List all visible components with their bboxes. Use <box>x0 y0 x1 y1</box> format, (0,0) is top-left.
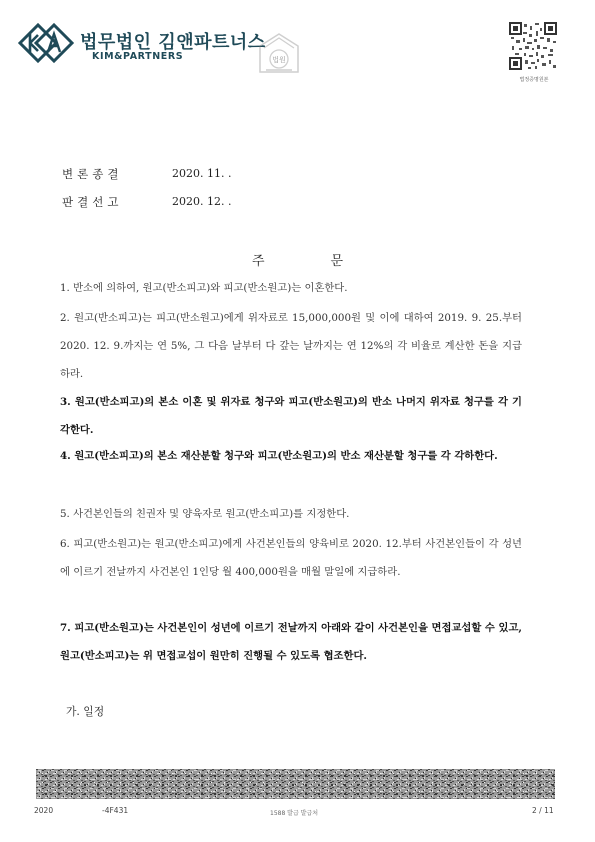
court-seal-icon <box>258 32 300 76</box>
order-item-4 <box>60 442 522 470</box>
order-item-7 <box>60 614 522 670</box>
judgment-date-value: 2020. 12. . <box>172 195 232 208</box>
seal-text: 법원 <box>272 56 286 64</box>
footer-document-code: -4F431 <box>102 806 129 815</box>
judgment-date-label: 판결선고 <box>62 195 123 209</box>
firm-name-english: KIM&PARTNERS <box>92 51 184 62</box>
order-item-text: 1. 반소에 의하여, 원고(반소피고)와 피고(반소원고)는 이혼한다. <box>60 282 348 294</box>
qr-code-icon <box>509 22 557 70</box>
footer-issue-prefix: 2020 <box>34 806 54 815</box>
order-item-text: 6. 피고(반소원고)는 원고(반소피고)에게 사건본인들의 양육비로 2020. 12.부터 사건본인들이 각 성년에 이르기 전날까지 사건본인 1인당 월 400,000원을 매월 말일에 지급하라. <box>60 538 522 578</box>
section-title-part-2: 문 <box>330 254 344 269</box>
firm-logo-icon <box>18 22 74 64</box>
order-item-text: 5. 사건본인들의 친권자 및 양육자로 원고(반소피고)를 지정한다. <box>60 508 350 520</box>
order-item-text: 7. 피고(반소원고)는 사건본인이 성년에 이르기 전날까지 아래와 같이 사건본인을 면접교섭할 수 있고, 원고(반소피고)는 위 면접교섭이 원만히 진행될 수 있도록 협조한다. <box>60 622 522 662</box>
section-title <box>0 250 595 269</box>
order-item-text: 4. 원고(반소피고)의 본소 재산분할 청구와 피고(반소원고)의 반소 재산분할 청구를 각 각하한다. <box>60 450 498 462</box>
qr-caption: 법정증명원본 <box>519 77 549 83</box>
order-item-3 <box>60 388 522 444</box>
firm-name-korean: 법무법인 김앤파트너스 <box>80 32 266 53</box>
page-number: 2 / 11 <box>532 806 554 815</box>
security-pattern <box>36 769 555 799</box>
sub-item-schedule: 가. 일정 <box>66 705 105 718</box>
closing-date-value: 2020. 11. . <box>172 167 232 180</box>
order-item-5 <box>60 500 522 528</box>
section-title-part-1: 주 <box>251 254 265 269</box>
order-item-1 <box>60 274 522 302</box>
order-item-2 <box>60 304 522 388</box>
order-item-6 <box>60 530 522 586</box>
order-item-text: 2. 원고(반소피고)는 피고(반소원고)에게 위자료로 15,000,000원 및 이에 대하여 2019. 9. 25.부터 2020. 12. 9.까지는 연 5%, 그 다음 날부터 다 갚는 날까지는 연 12%의 각 비율로 계산한 돈을 지급하라. <box>60 312 522 380</box>
closing-date-label: 변론종결 <box>62 167 123 181</box>
footer-center-note: 1588 발급 발급처 <box>270 810 319 817</box>
order-item-text: 3. 원고(반소피고)의 본소 이혼 및 위자료 청구와 피고(반소원고)의 반소 나머지 위자료 청구를 각 기각한다. <box>60 396 522 436</box>
